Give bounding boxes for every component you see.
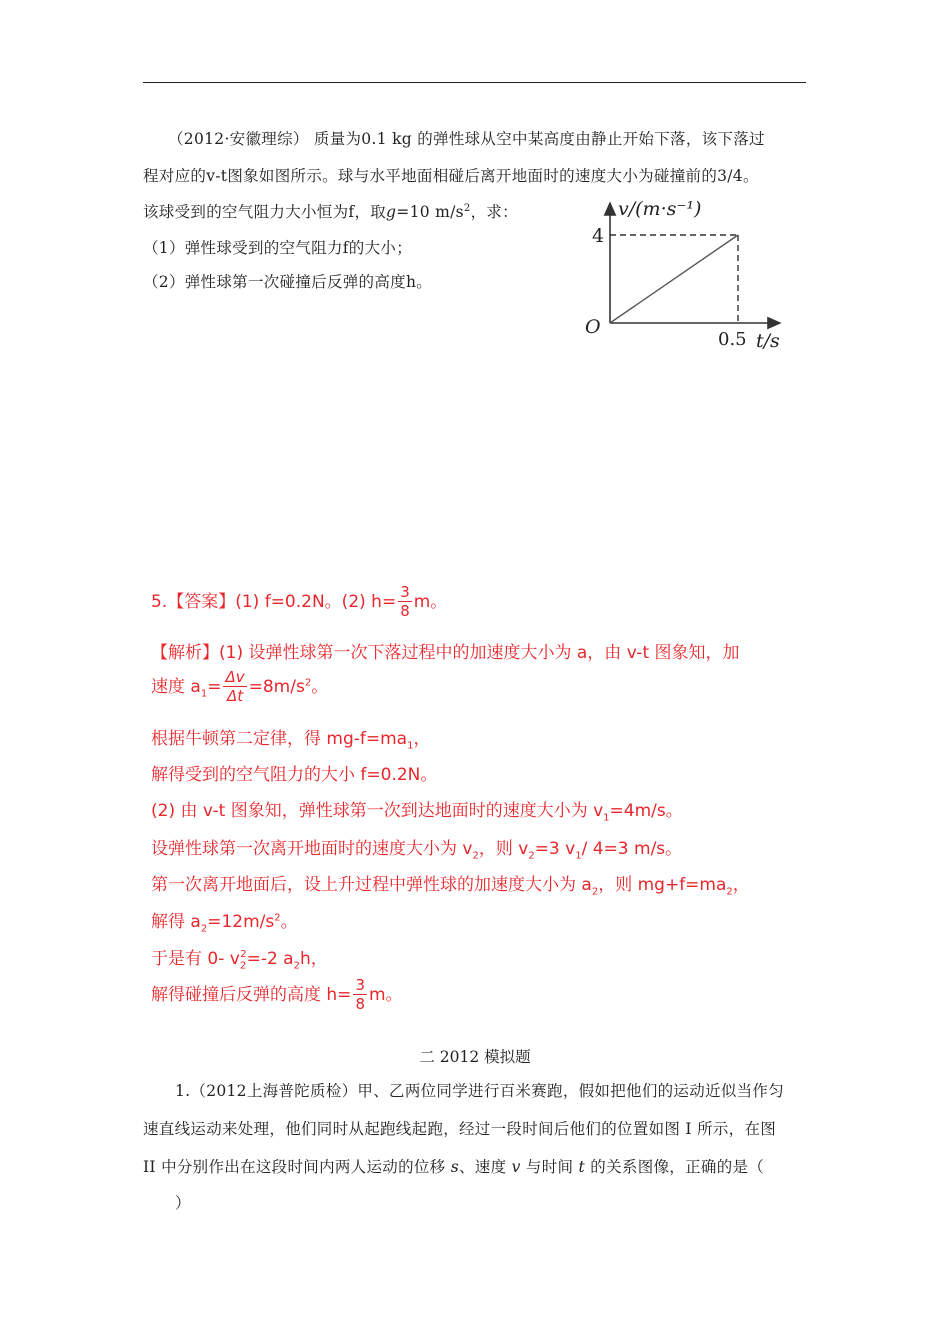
section-para-line-1: 1.（2012上海普陀质检）甲、乙两位同学进行百米赛跑，假如把他们的运动近似当作匀: [175, 1082, 785, 1100]
x-tick-label: 0.5: [718, 329, 747, 350]
problem-line-1: （2012·安徽理综） 质量为0.1 kg 的弹性球从空中某高度由静止开始下落，该下落过: [168, 130, 765, 148]
answer-line-9: 解得 $a_2=12m/s^2$。: [151, 912, 298, 935]
fraction-3-8-final: $\frac{3}{8}$: [355, 976, 365, 1013]
fraction-3-8: $\frac{3}{8}$: [400, 583, 410, 620]
question-1: （1）弹性球受到的空气阻力f的大小；: [143, 239, 412, 257]
x-axis-label: t/s: [756, 330, 780, 352]
problem-line-2: 程对应的v-t图象如图所示。球与水平地面相碰后离开地面时的速度大小为碰撞前的3/4。: [143, 167, 759, 185]
y-tick-label: 4: [592, 225, 605, 247]
y-axis-label: v/(m·s⁻¹): [618, 198, 702, 220]
question-2: （2）弹性球第一次碰撞后反弹的高度h。: [143, 273, 433, 291]
fraction-dv-dt: $\frac{\Delta v}{\Delta t}$: [225, 668, 245, 705]
section-para-line-4: ）: [175, 1194, 191, 1212]
section-para-line-3: II 中分别作出在这段时间内两人运动的位移 s、速度 v 与时间 t 的关系图像，正确的是（: [143, 1158, 765, 1176]
answer-line-5: 解得受到的空气阻力的大小 f=0.2N。: [151, 765, 438, 785]
answer-line-1: 5.【答案】(1) f=0.2N。(2) h= $\frac{3}{8}$ m。: [151, 583, 448, 620]
answer-line-2: 【解析】(1) 设弹性球第一次下落过程中的加速度大小为 a，由 v-t 图象知，加: [151, 643, 740, 663]
answer-line-7: 设弹性球第一次离开地面时的速度大小为 $v_2$，则 $v_2=3$ $v_1/$ 4=3 m/s。: [151, 839, 683, 862]
vt-graph: [580, 195, 805, 355]
section-para-line-2: 速直线运动来处理，他们同时从起跑线起跑，经过一段时间后他们的位置如图 I 所示，在图: [143, 1120, 777, 1138]
answer-line-10: 于是有 0- $v_2^2=-2$ $a_2h$，: [151, 949, 328, 972]
section-title: 二 2012 模拟题: [419, 1048, 531, 1066]
velocity-line: [610, 235, 738, 323]
problem-line-3: 该球受到的空气阻力大小恒为f，取g=10 $m/s^2$，求：: [143, 202, 518, 221]
answer-line-6: (2) 由 v-t 图象知，弹性球第一次到达地面时的速度大小为 $v_1=4m/s$。: [151, 801, 683, 824]
answer-line-8: 第一次离开地面后，设上升过程中弹性球的加速度大小为 $a_2$，则 $mg+f=ma_2$，: [151, 875, 750, 898]
origin-label: O: [585, 316, 601, 338]
answer-line-11: 解得碰撞后反弹的高度 h= $\frac{3}{8}$ m。: [151, 976, 403, 1013]
answer-line-4: 根据牛顿第二定律，得 $mg-f=ma_1$，: [151, 729, 431, 752]
answer-line-3: 速度 $a_1=$ $\frac{\Delta v}{\Delta t}$ $=8m/s^2$。: [151, 668, 329, 705]
header-rule: [143, 82, 806, 83]
